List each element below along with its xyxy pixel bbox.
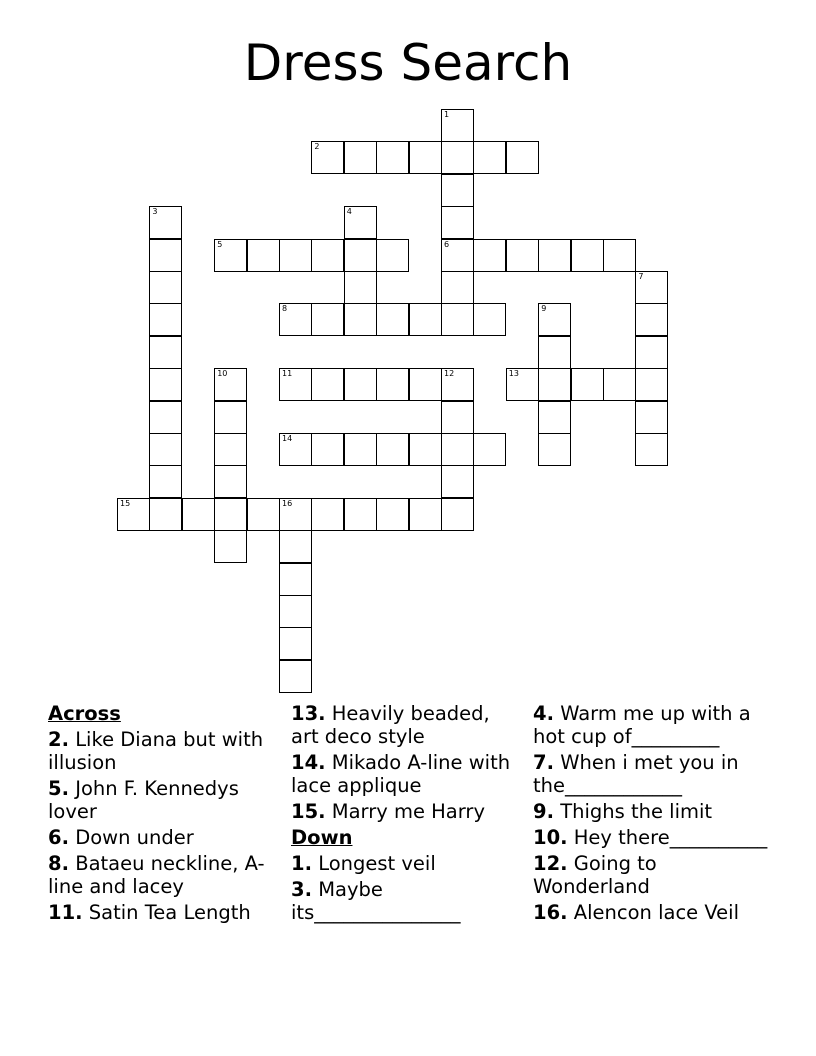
- grid-cell[interactable]: [473, 239, 506, 272]
- clue-item: [533, 702, 773, 748]
- grid-cell[interactable]: [506, 239, 539, 272]
- grid-cell[interactable]: [473, 141, 506, 174]
- grid-cell[interactable]: [344, 368, 377, 401]
- grid-cell[interactable]: [441, 368, 474, 401]
- clue-number: 14: [282, 434, 293, 443]
- clue-number: 13: [508, 369, 519, 379]
- clue-number: 9: [541, 304, 547, 314]
- clue-item-number: 14.: [291, 751, 326, 774]
- clue-item-number: 16.: [533, 901, 568, 924]
- clue-item-number: 4.: [533, 702, 554, 725]
- clue-number: 15: [120, 498, 131, 508]
- grid-cell[interactable]: [409, 303, 442, 336]
- grid-cell[interactable]: [409, 368, 442, 401]
- clue-item: [48, 901, 280, 924]
- clue-item-text: Satin Tea Length: [88, 901, 251, 924]
- grid-cell[interactable]: [214, 465, 247, 498]
- grid-cell[interactable]: [279, 660, 312, 693]
- clue-number: 4: [346, 207, 352, 217]
- grid-cell[interactable]: [441, 401, 474, 434]
- grid-cell[interactable]: [376, 433, 409, 466]
- grid-cell[interactable]: [441, 433, 474, 466]
- grid-cell[interactable]: [344, 141, 377, 174]
- grid-cell[interactable]: [247, 498, 280, 531]
- grid-cell[interactable]: [279, 530, 312, 563]
- grid-cell[interactable]: [538, 303, 571, 336]
- grid-cell[interactable]: [376, 303, 409, 336]
- clue-item: [533, 826, 773, 849]
- grid-cell[interactable]: [538, 239, 571, 272]
- clue-item: [533, 901, 773, 924]
- clue-item-number: 2.: [48, 728, 69, 751]
- grid-cell[interactable]: [441, 174, 474, 207]
- grid-cell[interactable]: [571, 368, 604, 401]
- clue-number: 12: [444, 369, 455, 379]
- grid-cell[interactable]: [409, 433, 442, 466]
- clue-item-number: 15.: [291, 800, 326, 823]
- grid-cell[interactable]: [279, 368, 312, 401]
- grid-cell[interactable]: [214, 401, 247, 434]
- clues-column-1: [48, 702, 280, 927]
- grid-cell[interactable]: [214, 368, 247, 401]
- clue-item-text: Bataeu neckline, A-line and lacey: [48, 852, 265, 898]
- grid-cell[interactable]: [409, 141, 442, 174]
- grid-cell[interactable]: [473, 433, 506, 466]
- grid-cell[interactable]: [441, 303, 474, 336]
- clue-item: [291, 852, 523, 875]
- grid-cell[interactable]: [376, 141, 409, 174]
- clue-number: 1: [444, 110, 450, 119]
- grid-cell[interactable]: [635, 303, 668, 336]
- grid-cell[interactable]: [149, 498, 182, 531]
- grid-cell[interactable]: [279, 627, 312, 660]
- grid-cell[interactable]: [441, 271, 474, 304]
- clue-number: 16: [282, 498, 293, 508]
- clue-item-number: 8.: [48, 852, 69, 875]
- grid-cell[interactable]: [635, 401, 668, 434]
- clue-number: 6: [444, 239, 450, 249]
- grid-cell[interactable]: [506, 368, 539, 401]
- clue-item-number: 5.: [48, 777, 69, 800]
- clue-item-text: Marry me Harry: [331, 800, 485, 823]
- grid-cell[interactable]: [149, 271, 182, 304]
- clue-item: [533, 800, 773, 823]
- grid-cell[interactable]: [311, 239, 344, 272]
- grid-cell[interactable]: [603, 239, 636, 272]
- grid-cell[interactable]: [538, 401, 571, 434]
- clue-item: [48, 826, 280, 849]
- grid-cell[interactable]: [376, 239, 409, 272]
- clue-item-text: Longest veil: [318, 852, 436, 875]
- clue-item: [48, 777, 280, 823]
- clue-item-text: John F. Kennedys lover: [48, 777, 239, 823]
- grid-cell[interactable]: [441, 109, 474, 142]
- grid-cell[interactable]: [538, 433, 571, 466]
- grid-cell[interactable]: [344, 239, 377, 272]
- grid-cell[interactable]: [441, 239, 474, 272]
- grid-cell[interactable]: [311, 498, 344, 531]
- grid-cell[interactable]: [117, 498, 150, 531]
- grid-cell[interactable]: [538, 368, 571, 401]
- grid-cell[interactable]: [149, 433, 182, 466]
- clue-item-text: Heavily beaded, art deco style: [291, 702, 490, 748]
- clue-number: 2: [314, 142, 320, 152]
- grid-cell[interactable]: [279, 595, 312, 628]
- grid-cell[interactable]: [149, 239, 182, 272]
- grid-cell[interactable]: [603, 368, 636, 401]
- clue-item-text: Thighs the limit: [560, 800, 713, 823]
- grid-cell[interactable]: [149, 368, 182, 401]
- grid-cell[interactable]: [635, 336, 668, 369]
- clue-item: [533, 751, 773, 797]
- grid-cell[interactable]: [441, 498, 474, 531]
- clue-number: 10: [217, 369, 228, 379]
- grid-cell[interactable]: [149, 336, 182, 369]
- grid-cell[interactable]: [409, 498, 442, 531]
- clue-item: [291, 878, 523, 924]
- clue-item: [291, 702, 523, 748]
- clue-item-text: Like Diana but with illusion: [48, 728, 264, 774]
- grid-cell[interactable]: [149, 206, 182, 239]
- grid-cell[interactable]: [344, 303, 377, 336]
- grid-cell[interactable]: [635, 433, 668, 466]
- grid-cell[interactable]: [506, 141, 539, 174]
- grid-cell[interactable]: [473, 303, 506, 336]
- grid-cell[interactable]: [214, 498, 247, 531]
- grid-cell[interactable]: [344, 271, 377, 304]
- clue-item-text: Warm me up with a hot cup of_________: [533, 702, 751, 748]
- clue-item-text: When i met you in the____________: [533, 751, 739, 797]
- grid-cell[interactable]: [311, 303, 344, 336]
- grid-cell[interactable]: [182, 498, 215, 531]
- grid-cell[interactable]: [635, 368, 668, 401]
- grid-cell[interactable]: [214, 433, 247, 466]
- clue-item-number: 7.: [533, 751, 554, 774]
- clue-item-number: 9.: [533, 800, 554, 823]
- clue-number: 8: [282, 304, 288, 314]
- grid-cell[interactable]: [149, 303, 182, 336]
- clue-number: 7: [638, 272, 644, 281]
- clue-item: [291, 751, 523, 797]
- grid-cell[interactable]: [376, 498, 409, 531]
- clue-item-text: Maybe its_______________: [291, 878, 461, 924]
- clue-item: [48, 852, 280, 898]
- clue-item: [48, 728, 280, 774]
- puzzle-title: Dress Search: [243, 34, 573, 92]
- grid-cell[interactable]: [149, 401, 182, 434]
- grid-cell[interactable]: [311, 368, 344, 401]
- grid-cell[interactable]: [538, 336, 571, 369]
- clue-item-text: Alencon lace Veil: [573, 901, 740, 924]
- grid-cell[interactable]: [279, 239, 312, 272]
- clue-number: 5: [217, 239, 223, 249]
- clue-item-number: 11.: [48, 901, 83, 924]
- crossword-grid: [117, 109, 667, 693]
- grid-cell[interactable]: [311, 141, 344, 174]
- grid-cell[interactable]: [376, 368, 409, 401]
- clue-item-number: 12.: [533, 852, 568, 875]
- clue-item: [533, 852, 773, 898]
- grid-cell[interactable]: [279, 303, 312, 336]
- grid-cell[interactable]: [279, 433, 312, 466]
- grid-cell[interactable]: [344, 498, 377, 531]
- grid-cell[interactable]: [441, 141, 474, 174]
- grid-cell[interactable]: [279, 563, 312, 596]
- grid-cell[interactable]: [441, 465, 474, 498]
- clue-item-number: 10.: [533, 826, 568, 849]
- clue-item-number: 13.: [291, 702, 326, 725]
- clue-section-heading: Down: [291, 826, 353, 849]
- grid-cell[interactable]: [344, 433, 377, 466]
- clues-column-3: [533, 702, 773, 927]
- grid-cell[interactable]: [635, 271, 668, 304]
- clue-item-number: 1.: [291, 852, 312, 875]
- clue-item-number: 3.: [291, 878, 312, 901]
- clues-column-2: [291, 702, 523, 927]
- grid-cell[interactable]: [149, 465, 182, 498]
- grid-cell[interactable]: [247, 239, 280, 272]
- clue-item-text: Hey there__________: [573, 826, 768, 849]
- grid-cell[interactable]: [441, 206, 474, 239]
- grid-cell[interactable]: [571, 239, 604, 272]
- clue-item-text: Mikado A-line with lace applique: [291, 751, 511, 797]
- grid-cell[interactable]: [214, 530, 247, 563]
- clue-item-number: 6.: [48, 826, 69, 849]
- clue-section-heading: Across: [48, 702, 121, 725]
- clue-item-text: Going to Wonderland: [533, 852, 657, 898]
- grid-cell[interactable]: [311, 433, 344, 466]
- grid-cell[interactable]: [279, 498, 312, 531]
- clue-number: 3: [152, 207, 158, 217]
- grid-cell[interactable]: [214, 239, 247, 272]
- clue-number: 11: [282, 369, 293, 379]
- clue-item: [291, 800, 523, 823]
- clue-item-text: Down under: [75, 826, 194, 849]
- grid-cell[interactable]: [344, 206, 377, 239]
